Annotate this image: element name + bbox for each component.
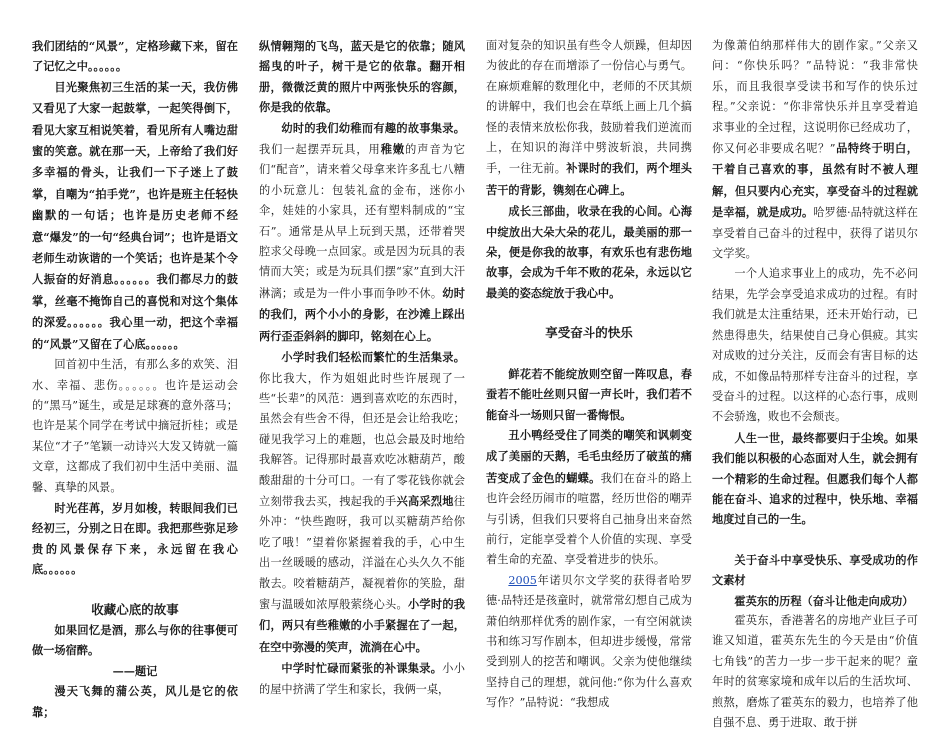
bold-phrase: 小学时的我们，两只有些稚嫩的小手紧握在了一起，在空中弥漫的笑声，流淌在心中。 [259, 596, 465, 654]
paragraph [486, 36, 692, 201]
column-1 [32, 36, 238, 719]
bold-word: 兴高采烈地 [396, 493, 454, 508]
column-4 [712, 36, 918, 729]
bold-phrase: 幼时的我们，两个小小的身影，在沙滩上踩出两行歪歪斜斜的脚印，铭刻在心上。 [259, 285, 465, 343]
bold-phrase: 目光聚焦初三生活的某一天，我仿佛又看见了大家一起鼓掌，一起笑得倒下，看见大家互相说笑着，看见所有人嘴边甜蜜的笑意。就在那一天，上帝给了我们好多幸福的骨头，让我们一下子迷上了鼓掌，自嘲为“拍手党”，也许是班主任轻快幽默的一句话；也许是历史老师不经意“爆发”的一句“经典台词”；也许是语文老师生动诙谐的一个笑话；也许是某个令人振奋的好消息。。。。。。我们都尽力的鼓掌，丝毫不掩饰自己的喜悦和对这个集体的深爱。。。。。。 [32, 79, 238, 330]
paragraph [259, 658, 465, 700]
column-2 [259, 36, 465, 696]
epigraph-attribution: ——题记 [112, 663, 158, 678]
paragraph: 我们团结的“风景”，定格珍藏下来，留在了记忆之中。。。。。。 [32, 39, 238, 74]
paragraph: 成长三部曲，收录在我的心间。心海中绽放出大朵大朵的花儿，最美丽的那一朵，便是你我的故事，有欢乐也有悲伤地故事，会成为千年不败的花朵，永远以它最美的姿态绽放于我心中。 [486, 204, 692, 300]
spacer [712, 530, 918, 550]
bold-word: 稚嫩 [380, 142, 406, 157]
paragraph [32, 77, 238, 355]
paragraph: 人生一世，最终都要归于尘埃。如果我们能以积极的心态面对人生，就会拥有一个精彩的生命过程。但愿我们每个人都能在奋斗、追求的过程中，快乐地、幸福地度过自己的一生。 [712, 430, 918, 527]
year-link[interactable]: 2005 [508, 573, 537, 587]
bold-phrase: 我心里一动，把这个幸福的“风景”又留在了心底。。。。。。 [32, 315, 238, 351]
text-run: 面对复杂的知识虽有些令人烦躁，但却因为彼此的存在而增添了一份信心与勇气。在麻烦难解的数理化中，老师的不厌其烦的讲解中，我们也会在草纸上画上几个搞怪的表情来放松你我，鼓励着我们逆流而上，在知识的海洋中劈波斩浪，共同携手，一往无前。 [486, 39, 692, 176]
paragraph [486, 425, 692, 571]
text-run: 我们在奋斗的路上也许会经历闹市的喧嚣，经历世俗的嘲弄与引诱，但我们只要将自己抽身出来奋然前行，定能享受着个人价值的实现、享受着生命的充盈、享受着进步的快乐。 [486, 471, 692, 567]
bold-phrase: 补课时的我们，两个埋头苦干的背影，镌刻在心碑上。 [486, 161, 692, 197]
spacer [486, 303, 692, 323]
subheading: 霍英东的历程（奋斗让他走向成功） [734, 593, 914, 608]
text-run: 你比我大，作为姐姐此时些许展现了一些“长辈”的风范：遇到喜欢吃的东西时，虽然会有些舍不得，但还是会让给我吃；碰见我学习上的难题，也总会最及时地给我解答。记得那时最喜欢吃冰糖葫芦，酸酸甜甜的十分可口。一有了零花钱你就会立刻带我去买，拽起我的手 [259, 371, 465, 508]
paragraph: 纵情翱翔的飞鸟，蓝天是它的依靠；随风摇曳的叶子，树干是它的依靠。翻开相册，微微泛黄的照片中两张快乐的容颜，你是我的依靠。 [259, 39, 465, 115]
paragraph: 霍英东，香港著名的房地产业巨子可谁又知道，霍英东先生的今天是由“价值七角钱”的苦力一步一步干起来的呢？童年时的贫寒家境和成年以后的生活坎坷、煎熬，磨炼了霍英东的毅力，也培养了他自强不息、勇于进取、敢于拼 [712, 613, 918, 729]
text-run: 年诺贝尔文学奖的获得者哈罗德·品特还是孩童时，就常常幻想自己成为萧伯纳那样优秀的剧作家，一有空闲就读书和练习写作剧本，但却进步缓慢，常常受到别人的挖苦和嘲讽。父亲为使他继续坚持自己的理想，就问他:“你为什么喜欢写作？”品特说：“我想成 [486, 573, 692, 710]
spacer [486, 344, 692, 364]
paragraph [486, 571, 692, 714]
paragraph [712, 36, 918, 264]
article-title: 享受奋斗的快乐 [545, 325, 633, 341]
epigraph: 如果回忆是酒，那么与你的往事便可做一场宿醉。 [32, 622, 238, 658]
article-title: 收藏心底的故事 [91, 601, 179, 617]
paragraph: 时光荏苒，岁月如梭，转眼间我们已经初三，分别之日在即。我把那些弥足珍贵的风景保存下来，永远留在我心底。。。。。。 [32, 500, 238, 577]
section-lead: 中学时忙碌而紧张的补课集录。 [281, 661, 443, 676]
section-lead: 幼时的我们幼稚而有趣的故事集录。 [281, 120, 465, 135]
text-run: 我们一起摆弄玩具，用 [259, 143, 381, 157]
text-run: 哈罗德·品特就这样在享受着自己奋斗的过程中，获得了诺贝尔文学奖。 [712, 206, 918, 261]
text-run: 往外冲：“快些跑呀，我可以买糖葫芦给你吃了哦！”望着你紧握着我的手，心中生出一丝暖暖的感动，洋溢在心头久久不能散去。咬着糖葫芦，凝视着你的笑脸，甜蜜与温暖如浓厚般萦绕心头。 [259, 494, 465, 611]
paragraph [259, 118, 465, 347]
bold-phrase: 丑小鸭经受住了同类的嘲笑和讽刺变成了美丽的天鹅，毛毛虫经历了破茧的痛苦变成了金色的蝴蝶。 [486, 427, 692, 485]
paragraph: 一个人追求事业上的成功，先不必问结果，先学会享受追求成功的过程。有时我们就是太注重结果，还未开始行动，已然患得患失，结果使自己身心俱疲。其实对成败的过分关注，反而会有害目标的达成，不如像品特那样专注奋斗的过程，享受奋斗的过程。以这样的心态行事，成则不会骄逸，败也不会颓丧。 [712, 267, 918, 424]
paragraph: 回首初中生活，有那么多的欢笑、泪水、幸福、悲伤。。。。。。也许是运动会的“黑马”诞生，或是足球赛的意外落马；也许是某个同学在考试中摘冠折桂；或是某位“才子”笔颖一动诗兴大发又铸就一篇文章，这都成了我们初中生活中美丽、温馨、真挚的风景。 [32, 358, 238, 494]
bold-phrase: 品特终于明白，干着自己喜欢的事，虽然有时不被人理解，但只要内心充实，享受奋斗的过程就是幸福，就是成功。 [712, 141, 918, 220]
section-lead: 小学时我们轻松而繁忙的生活集录。 [281, 350, 465, 365]
section-heading: 关于奋斗中享受快乐、享受成功的作文素材 [712, 552, 918, 588]
spacer [32, 580, 238, 600]
column-3 [486, 36, 692, 710]
paragraph [259, 347, 465, 658]
paragraph: 鲜花若不能绽放则空留一阵叹息，春蚕若不能吐丝则只留一声长叶，我们若不能奋斗一场则只留一番悔恨。 [486, 366, 692, 422]
paragraph: 漫天飞舞的蒲公英，风儿是它的依靠； [32, 684, 238, 719]
text-run: 为像萧伯纳那样伟大的剧作家。”父亲又问：“你快乐吗？”品特说：“我非常快乐，而且我很享受读书和写作的快乐过程。”父亲说：“你非常快乐并且享受着追求事业的全过程，这说明你已经成功了，你又何必非要成名呢？” [712, 39, 918, 156]
text-run: 的声音为它们“配音”，请来着父母拿来许多乱七八糟的小玩意儿：包装礼盒的金布，迷你小伞，娃娃的小家具，还有塑料制成的“宝石”。通常是从早上玩到天黑，还带着哭腔求父母晚一点回家。或是因为玩具的表情而大笑；或是为玩具们摆“家”直到大汗淋漓；或是为一件小事而争吵不休。 [259, 143, 465, 300]
text-run: 小小的屋中挤满了学生和家长，我俩一桌， [259, 662, 465, 696]
